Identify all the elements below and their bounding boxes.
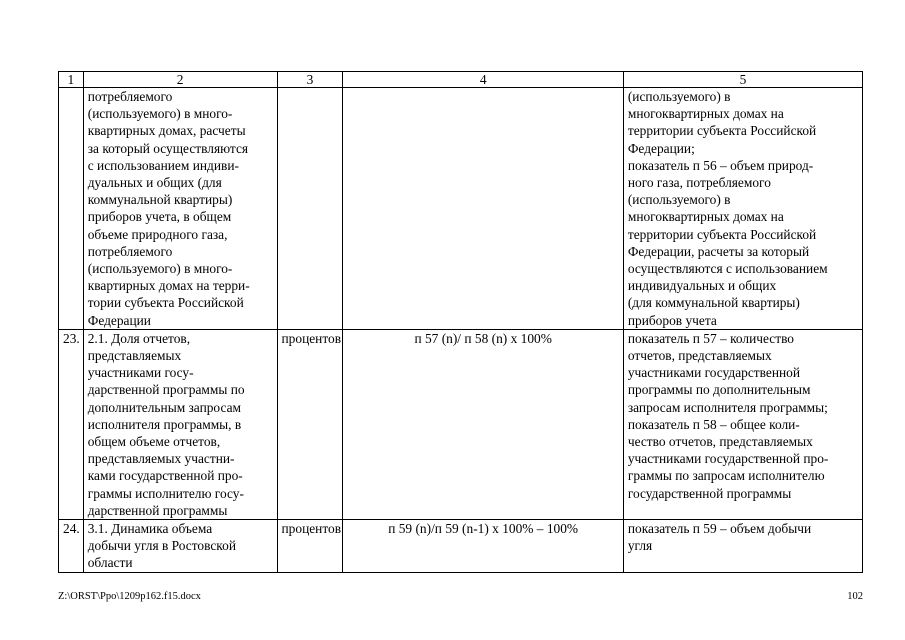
cell-text-line: государственной программы	[627, 485, 792, 501]
cell-text-line: территории субъекта Российской	[627, 123, 817, 139]
cell-text-line: (используемого) в много-	[87, 261, 233, 277]
table-body	[59, 88, 863, 573]
footer-file-path: Z:\ORST\Ppo\1209p162.f15.docx	[58, 591, 201, 602]
cell-text-line: представляемых	[87, 348, 182, 364]
cell-text-line: запросам исполнителя программы;	[627, 399, 828, 415]
cell-text-line: добычи угля в Ростовской	[87, 538, 236, 554]
indicator-name-cell	[83, 520, 277, 573]
cell-text-line: потребляемого	[87, 89, 173, 104]
formula-cell: п 57 (n)/ п 58 (n) х 100%	[343, 329, 623, 519]
cell-text-line: показатель п 56 – объем природ-	[627, 157, 814, 173]
cell-text-line: за который осуществляются	[87, 140, 249, 156]
cell-text-line: индивидуальных и общих	[627, 278, 777, 294]
cell-text-line: территории субъекта Российской	[627, 226, 817, 242]
cell-text-line: (для коммунальной квартиры)	[627, 295, 800, 311]
cell-text-line: дарственной программы по	[87, 382, 245, 398]
cell-text-line: граммы по запросам исполнителю	[627, 468, 825, 484]
cell-text-line: чество отчетов, представляемых	[627, 434, 813, 450]
header-col-5: 5	[623, 72, 862, 88]
indicator-name-cell	[83, 88, 277, 330]
table-row	[59, 520, 863, 573]
cell-text-line: Федерации, расчеты за который	[627, 243, 810, 259]
header-col-3: 3	[277, 72, 343, 88]
table-header-row	[59, 72, 863, 88]
unit-cell	[277, 88, 343, 330]
header-col-4: 4	[343, 72, 623, 88]
cell-text-line: квартирных домах на терри-	[87, 278, 250, 294]
cell-text-line: тории субъекта Российской	[87, 295, 244, 311]
cell-text-line: участниками госу-	[87, 365, 194, 381]
cell-text-line: участниками государственной про-	[627, 451, 829, 467]
cell-text-line: приборов учета, в общем	[87, 209, 232, 225]
cell-text-line: 2.1. Доля отчетов,	[87, 330, 191, 346]
header-col-2: 2	[83, 72, 277, 88]
cell-text-line: Федерации;	[627, 140, 695, 156]
cell-text-line: 3.1. Динамика объема	[87, 521, 213, 537]
formula-cell: п 59 (n)/п 59 (n-1) х 100% – 100%	[343, 520, 623, 573]
formula-cell	[343, 88, 623, 330]
cell-text-line: участниками государственной	[627, 365, 801, 381]
table-row	[59, 88, 863, 330]
cell-text-line: показатель п 58 – общее коли-	[627, 416, 800, 432]
cell-text-line: многоквартирных домах на	[627, 209, 784, 225]
cell-text-line: ного газа, потребляемого	[627, 175, 771, 191]
cell-text-line: многоквартирных домах на	[627, 106, 784, 122]
cell-text-line: квартирных домах, расчеты	[87, 123, 246, 139]
cell-text-line: (используемого) в много-	[87, 106, 233, 122]
header-col-1: 1	[59, 72, 84, 88]
row-number-cell	[59, 88, 84, 330]
cell-text-line: отчетов, представляемых	[627, 348, 772, 364]
description-cell	[623, 88, 862, 330]
cell-text-line: показатель п 57 – количество	[627, 330, 794, 346]
cell-text-line: угля	[627, 538, 653, 554]
cell-text-line: программы по дополнительным	[627, 382, 811, 398]
cell-text-line: (используемого) в	[627, 192, 731, 208]
cell-text-line: граммы исполнителю госу-	[87, 485, 244, 501]
description-cell	[623, 329, 862, 519]
cell-text-line: осуществляются с использованием	[627, 261, 828, 277]
unit-cell: процентов	[277, 329, 343, 519]
cell-text-line: (используемого) в	[627, 89, 731, 104]
cell-text-line: дополнительным запросам	[87, 399, 241, 415]
cell-text-line: показатель п 59 – объем добычи	[627, 521, 812, 537]
cell-text-line: дуальных и общих (для	[87, 175, 222, 191]
table-row	[59, 329, 863, 519]
indicator-name-cell	[83, 329, 277, 519]
description-cell	[623, 520, 862, 573]
row-number-cell: 24.	[59, 520, 84, 573]
unit-cell: процентов	[277, 520, 343, 573]
cell-text-line: дарственной программы	[87, 502, 228, 518]
cell-text-line: исполнителя программы, в	[87, 416, 242, 432]
row-number-cell: 23.	[59, 329, 84, 519]
cell-text-line: объеме природного газа,	[87, 226, 228, 242]
cell-text-line: общем объеме отчетов,	[87, 434, 221, 450]
cell-text-line: ками государственной про-	[87, 468, 243, 484]
cell-text-line: области	[87, 555, 133, 571]
cell-text-line: с использованием индиви-	[87, 157, 239, 173]
cell-text-line: Федерации	[87, 312, 151, 328]
cell-text-line: представляемых участни-	[87, 451, 235, 467]
footer-page-number: 102	[847, 591, 863, 602]
cell-text-line: коммунальной квартиры)	[87, 192, 233, 208]
cell-text-line: приборов учета	[627, 312, 717, 328]
document-table	[58, 71, 863, 573]
cell-text-line: потребляемого	[87, 243, 173, 259]
